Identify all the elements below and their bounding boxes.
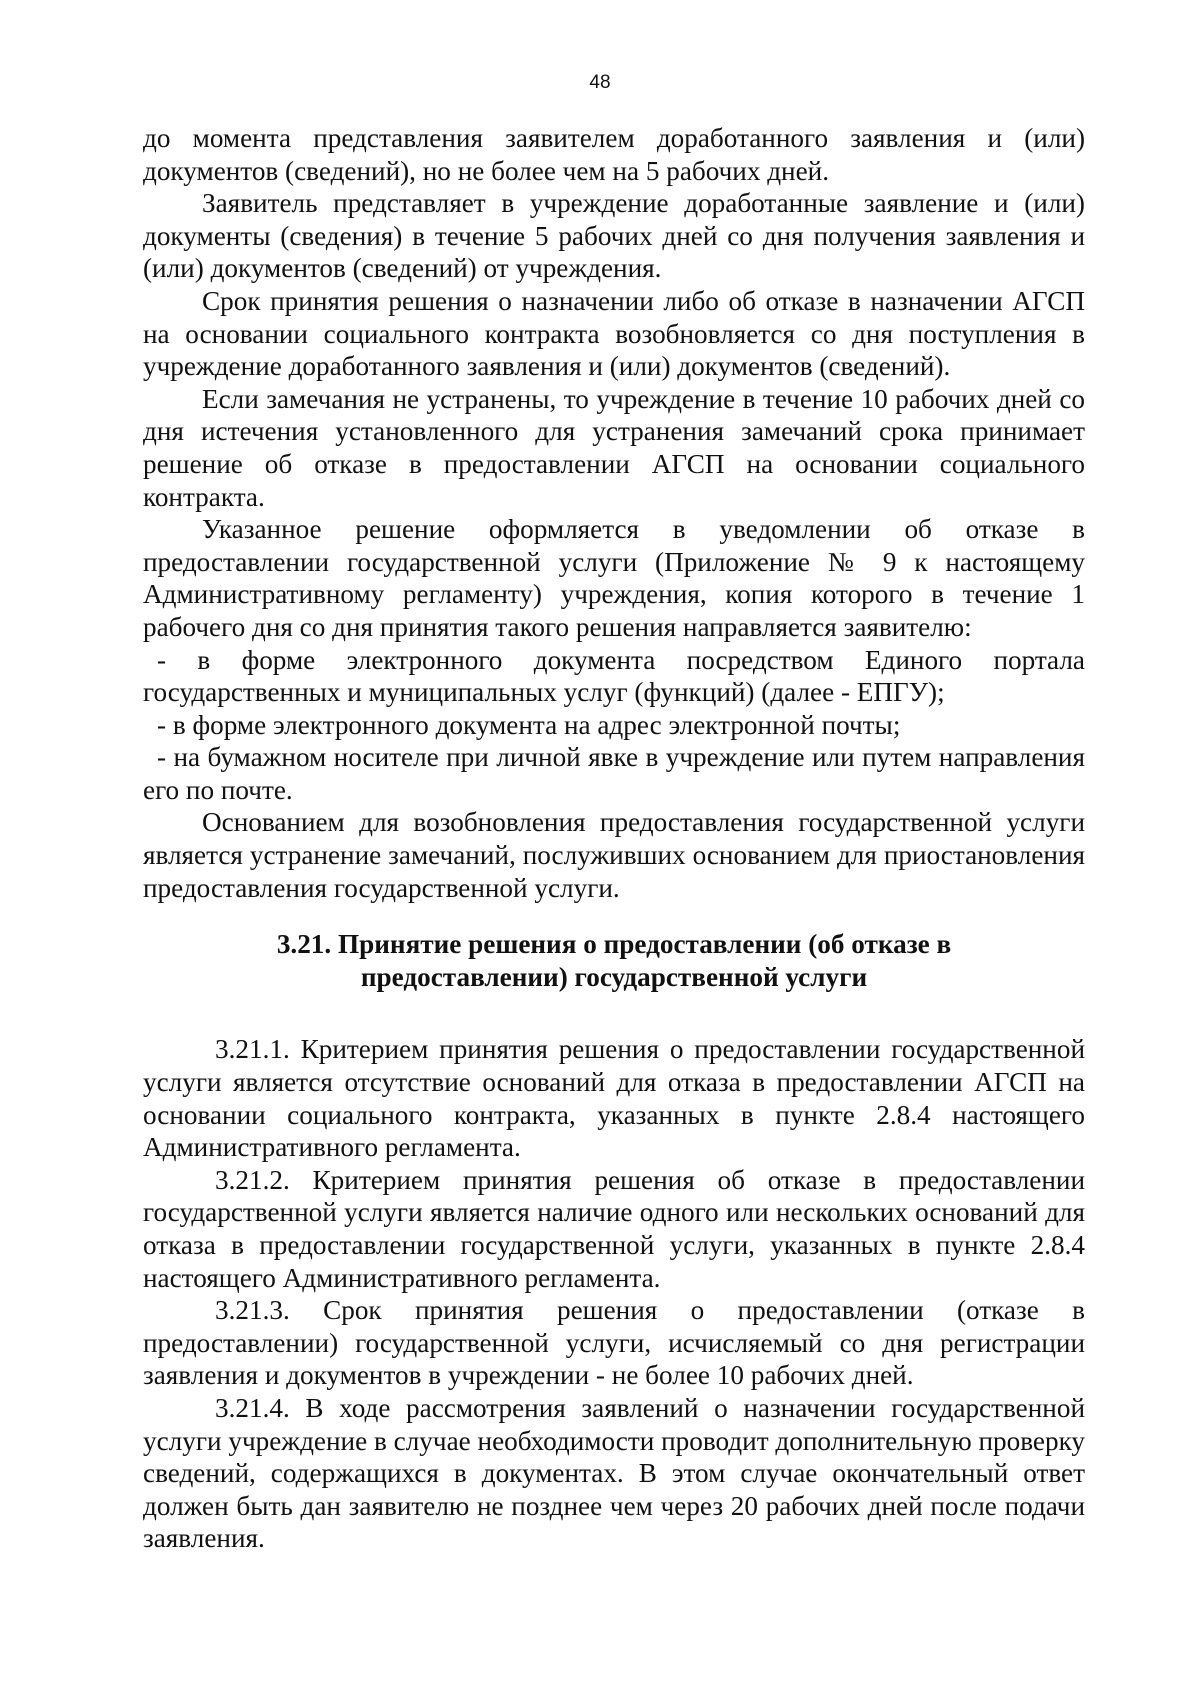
page-number: 48 [589, 72, 611, 93]
section-heading [143, 928, 1085, 993]
clause-3-21-2: 3.21.2. Критерием принятия решения об отказе в предоставлении государственной услуги является наличие одного или нескольких оснований для отказа в предоставлении государственной услуги, указанных в пункте 2.8.4 настоящего Административного регламента. [143, 1164, 1085, 1293]
clause-3-21-3: 3.21.3. Срок принятия решения о предоставлении (отказе в предоставлении) государственной услуги, исчисляемый со дня регистрации заявления и документов в учреждении - не более 10 рабочих дней. [143, 1295, 1085, 1391]
paragraph-applicant-submission: Заявитель представляет в учреждение доработанные заявление и (или) документы (сведения) в течение 5 рабочих дней со дня получения заявления и (или) документов (сведений) от учреждения. [143, 188, 1085, 284]
paragraph-decision-term: Срок принятия решения о назначении либо об отказе в назначении АГСП на основании социального контракта возобновляется со дня поступления в учреждение доработанного заявления и (или) документов (сведений). [143, 285, 1085, 382]
clause-3-21-4: 3.21.4. В ходе рассмотрения заявлений о назначении государственной услуги учреждение в случае необходимости проводит дополнительную проверку сведений, содержащихся в документах. В этом случае окончательный ответ должен быть дан заявителю не позднее чем через 20 рабочих дней после подачи заявления. [143, 1392, 1085, 1554]
paragraph-resume-grounds: Основанием для возобновления предоставления государственной услуги является устранение замечаний, послуживших основанием для приостановления предоставления государственной услуги. [143, 807, 1085, 903]
section-heading-line-2: предоставлении) государственной услуги [360, 961, 868, 992]
document-body [143, 122, 1085, 1555]
paragraph-continuation: до момента представления заявителем доработанного заявления и (или) документов (сведений), но не более чем на 5 рабочих дней. [143, 123, 1085, 186]
bullet-epgu: - в форме электронного документа посредством Единого портала государственных и муниципальных услуг (функций) (далее - ЕПГУ); [143, 644, 1085, 708]
paragraph-decision-notice: Указанное решение оформляется в уведомлении об отказе в предоставлении государственной услуги (Приложение № 9 к настоящему Административному регламенту) учреждения, копия которого в течение 1 рабочего дня со дня принятия такого решения направляется заявителю: [143, 514, 1085, 642]
clause-3-21-1: 3.21.1. Критерием принятия решения о предоставлении государственной услуги является отсутствие оснований для отказа в предоставлении АГСП на основании социального контракта, указанных в пункте 2.8.4 настоящего Административного регламента. [143, 1034, 1085, 1163]
bullet-paper: - на бумажном носителе при личной явке в учреждение или путем направления его по почте. [143, 742, 1085, 805]
paragraph-remarks-not-fixed: Если замечания не устранены, то учреждение в течение 10 рабочих дней со дня истечения установленного для устранения замечаний срока принимает решение об отказе в предоставлении АГСП на основании социального контракта. [143, 383, 1085, 512]
section-heading-line-1: 3.21. Принятие решения о предоставлении (об отказе в [276, 929, 952, 960]
bullet-email: - в форме электронного документа на адрес электронной почты; [157, 709, 901, 740]
